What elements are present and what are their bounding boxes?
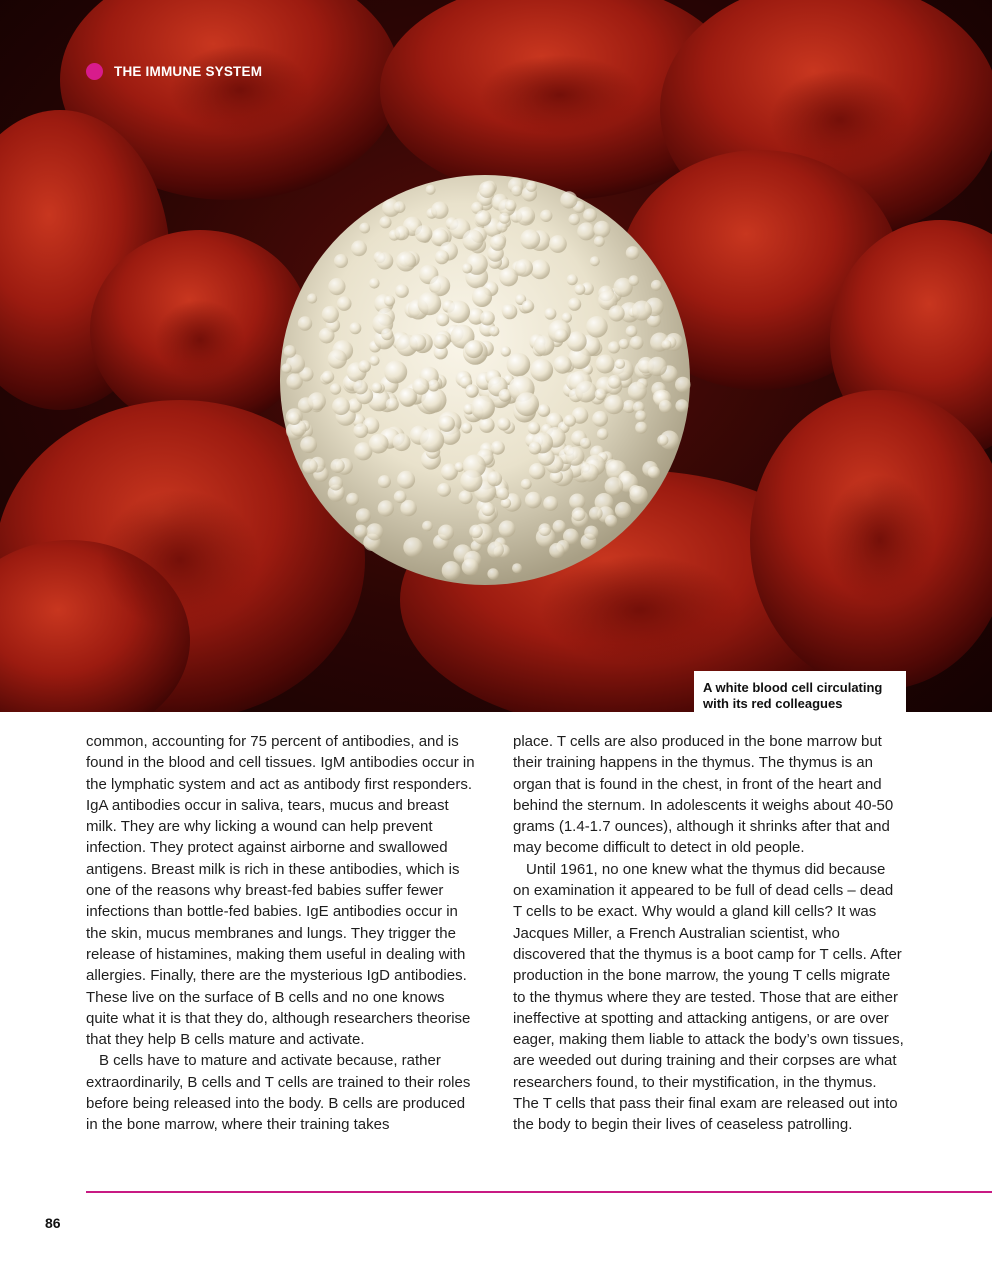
cell-surface-bead <box>505 200 516 211</box>
cell-surface-bead <box>608 341 620 353</box>
cell-surface-bead <box>526 181 537 192</box>
cell-surface-bead <box>322 306 339 323</box>
cell-surface-bead <box>460 470 482 492</box>
cell-surface-bead <box>328 278 345 295</box>
cell-surface-bead <box>300 436 317 453</box>
section-tag-label: THE IMMUNE SYSTEM <box>114 64 263 79</box>
cell-surface-bead <box>605 515 617 527</box>
cell-surface-bead <box>583 208 597 222</box>
cell-surface-bead <box>544 308 556 320</box>
cell-surface-bead <box>384 295 395 306</box>
cell-surface-bead <box>515 392 539 416</box>
cell-surface-bead <box>409 334 426 351</box>
cell-surface-bead <box>346 493 359 506</box>
cell-surface-bead <box>516 207 535 226</box>
cell-surface-bead <box>307 293 317 303</box>
cell-surface-bead <box>376 252 393 269</box>
cell-surface-bead <box>479 417 495 433</box>
cell-surface-bead <box>590 256 600 266</box>
paragraph: Until 1961, no one knew what the thymus did because on examination it appeared to be full of dead cells – dead T cells to be exact. Why would a gland kill cells? It was Jacques Miller, a French Australian scientist, who discovered that the thymus is a boot camp for T cells. After production in the bone marrow, the young T cells migrate to the thymus where they are tested. Those that are either ineffective at spotting and attacking antigens, or are over eager, making them liable to attack the body’s own tissues, are weeded out during training and their corpses are what researchers found, to their mystification, in the thymus. The T cells that pass their final exam are released out into the body to begin their lives of ceaseless patrolling. <box>513 860 904 1134</box>
cell-surface-bead <box>438 525 454 541</box>
cell-surface-bead <box>369 434 389 454</box>
cell-surface-bead <box>501 346 511 356</box>
cell-surface-bead <box>487 541 504 558</box>
cell-surface-bead <box>675 377 691 393</box>
cell-surface-bead <box>481 503 495 517</box>
cell-surface-bead <box>592 411 608 427</box>
cell-surface-bead <box>298 316 312 330</box>
cell-surface-bead <box>433 334 448 349</box>
cell-surface-bead <box>428 380 440 392</box>
cell-surface-bead <box>569 494 585 510</box>
cell-surface-bead <box>605 477 624 496</box>
cell-surface-bead <box>512 563 522 573</box>
cell-surface-bead <box>572 507 586 521</box>
cell-surface-bead <box>538 523 551 536</box>
cell-surface-bead <box>580 438 591 449</box>
cell-surface-bead <box>497 488 509 500</box>
cell-surface-bead <box>648 466 660 478</box>
cell-surface-bead <box>447 301 470 324</box>
cell-surface-bead <box>395 226 410 241</box>
cell-surface-bead <box>522 300 534 312</box>
cell-surface-bead <box>549 543 564 558</box>
cell-surface-bead <box>626 326 638 338</box>
cell-surface-bead <box>619 339 629 349</box>
cell-surface-bead <box>530 259 550 279</box>
cell-surface-bead <box>288 412 301 425</box>
cell-surface-bead <box>465 340 483 358</box>
cell-surface-bead <box>332 397 350 415</box>
cell-surface-bead <box>577 222 595 240</box>
cell-surface-bead <box>381 328 393 340</box>
cell-surface-bead <box>489 326 499 336</box>
cell-surface-bead <box>415 225 432 242</box>
cell-surface-bead <box>586 316 608 338</box>
cell-surface-bead <box>351 240 367 256</box>
cell-surface-bead <box>521 479 532 490</box>
cell-surface-bead <box>507 353 531 377</box>
page-number: 86 <box>45 1215 61 1231</box>
cell-surface-bead <box>626 246 640 260</box>
cell-surface-bead <box>426 185 436 195</box>
cell-surface-bead <box>353 380 367 394</box>
cell-surface-bead <box>575 381 597 403</box>
cell-surface-bead <box>565 447 584 466</box>
cell-surface-bead <box>499 268 518 287</box>
cell-surface-bead <box>604 395 624 415</box>
cell-surface-bead <box>609 305 625 321</box>
cell-surface-bead <box>330 383 341 394</box>
cell-surface-bead <box>540 210 552 222</box>
cell-surface-bead <box>529 463 545 479</box>
cell-surface-bead <box>608 375 622 389</box>
cell-surface-bead <box>302 459 317 474</box>
paragraph: place. T cells are also produced in the bone marrow but their training happens in the thymus. The thymus is an organ that is found in the chest, in front of the heart and behind the sternum. In adolescents it weighs about 40-50 grams (1.4-1.7 ounces), although it shrinks after that and may become difficult to detect in old people. <box>513 733 894 857</box>
cell-surface-bead <box>356 508 371 523</box>
cell-surface-bead <box>379 216 391 228</box>
cell-surface-bead <box>284 345 297 358</box>
cell-surface-bead <box>499 213 510 224</box>
article-column-left <box>86 731 478 1136</box>
cell-surface-bead <box>515 259 533 277</box>
cell-surface-bead <box>397 471 415 489</box>
cell-surface-bead <box>403 537 423 557</box>
cell-surface-bead <box>581 464 599 482</box>
cell-surface-bead <box>675 399 688 412</box>
section-tag <box>86 63 262 80</box>
cell-surface-bead <box>560 191 577 208</box>
cell-surface-bead <box>366 523 383 540</box>
cell-surface-bead <box>615 502 631 518</box>
cell-surface-bead <box>328 350 347 369</box>
cell-surface-bead <box>554 329 568 343</box>
cell-surface-bead <box>502 304 517 319</box>
cell-surface-bead <box>589 507 603 521</box>
cell-surface-bead <box>372 382 383 393</box>
cell-surface-bead <box>435 250 449 264</box>
cell-surface-bead <box>569 214 580 225</box>
cell-surface-bead <box>480 311 495 326</box>
cell-surface-bead <box>319 328 335 344</box>
cell-surface-bead <box>369 278 380 289</box>
cell-surface-bead <box>282 363 292 373</box>
cell-surface-bead <box>584 526 598 540</box>
cell-surface-bead <box>528 422 541 435</box>
cell-surface-bead <box>596 355 615 374</box>
cell-surface-bead <box>461 423 472 434</box>
cell-surface-bead <box>487 471 502 486</box>
cell-surface-bead <box>529 442 542 455</box>
cell-surface-bead <box>629 275 640 286</box>
cell-surface-bead <box>469 525 483 539</box>
paragraph: common, accounting for 75 percent of antibodies, and is found in the blood and cell tissues. IgM antibodies occur in the lymphatic system and act as antibody first responders. IgA antibodies occur in saliva, tears, mucus and breast milk. They are why licking a wound can help prevent infection. They protect against airborne and swallowed antigens. Breast milk is rich in these antibodies, which is one of the reasons why breast-fed babies suffer fewer infections than bottle-fed babies. IgE antibodies occur in the skin, mucus membranes and lungs. They trigger the release of histamines, making them useful in dealing with allergies. Finally, there are the mysterious IgD antibodies. These live on the surface of B cells and no one knows quite what it is that they do, although researchers theorise that they help B cells mature and activate. <box>86 733 475 1049</box>
cell-surface-bead <box>349 322 361 334</box>
cell-surface-bead <box>537 404 550 417</box>
cell-surface-bead <box>553 520 566 533</box>
cell-surface-bead <box>412 378 429 395</box>
cell-surface-bead <box>475 210 491 226</box>
cell-surface-bead <box>462 559 479 576</box>
cell-surface-bead <box>358 360 371 373</box>
cell-surface-bead <box>499 520 516 537</box>
cell-surface-bead <box>384 361 407 384</box>
cell-surface-bead <box>479 181 496 198</box>
cell-surface-bead <box>378 475 391 488</box>
footer-rule <box>86 1191 992 1193</box>
cell-surface-bead <box>615 359 625 369</box>
cell-surface-bead <box>564 415 576 427</box>
cell-surface-bead <box>442 561 461 580</box>
cell-surface-bead <box>549 235 567 253</box>
cell-surface-bead <box>439 416 455 432</box>
cell-surface-bead <box>472 287 492 307</box>
cell-surface-bead <box>487 568 498 579</box>
cell-surface-bead <box>490 235 506 251</box>
cell-surface-bead <box>459 490 473 504</box>
cell-surface-bead <box>635 422 647 434</box>
cell-surface-bead <box>543 496 558 511</box>
cell-surface-bead <box>329 476 343 490</box>
cell-surface-bead <box>422 521 433 532</box>
cell-surface-bead <box>378 500 394 516</box>
cell-surface-bead <box>308 392 326 410</box>
cell-surface-bead <box>393 433 411 451</box>
cell-surface-bead <box>597 428 608 439</box>
cell-surface-bead <box>491 441 505 455</box>
cell-surface-bead <box>657 435 668 446</box>
cell-surface-bead <box>331 459 345 473</box>
cell-surface-bead <box>334 254 348 268</box>
cell-surface-bead <box>395 284 409 298</box>
cell-surface-bead <box>431 202 448 219</box>
cell-surface-bead <box>418 292 442 316</box>
image-caption: A white blood cell circulating with its red colleagues <box>694 671 906 712</box>
cell-surface-bead <box>662 340 672 350</box>
cell-surface-bead <box>337 296 352 311</box>
cell-surface-bead <box>575 284 586 295</box>
cell-surface-bead <box>568 298 581 311</box>
cell-surface-bead <box>659 400 672 413</box>
cell-surface-bead <box>567 274 578 285</box>
cell-surface-bead <box>359 223 370 234</box>
cell-surface-bead <box>353 423 368 438</box>
cell-surface-bead <box>525 492 542 509</box>
cell-surface-bead <box>630 486 648 504</box>
cell-surface-bead <box>632 301 652 321</box>
section-bullet-icon <box>86 63 103 80</box>
cell-surface-bead <box>369 356 379 366</box>
cell-surface-bead <box>628 382 647 401</box>
cell-surface-bead <box>497 417 510 430</box>
cell-surface-bead <box>530 359 553 382</box>
cell-surface-bead <box>420 428 444 452</box>
cell-surface-bead <box>437 483 451 497</box>
cell-surface-bead <box>322 371 335 384</box>
cell-surface-bead <box>394 201 406 213</box>
cell-surface-bead <box>651 280 662 291</box>
cell-surface-bead <box>354 525 367 538</box>
cell-surface-bead <box>511 186 522 197</box>
cell-surface-bead <box>593 221 610 238</box>
cell-surface-bead <box>394 491 407 504</box>
paragraph: B cells have to mature and activate because, rather extraordinarily, B cells and T cells are trained to their roles before being released into the body. B cells are produced in the bone marrow, where their training takes <box>86 1052 471 1134</box>
cell-surface-bead <box>594 236 605 247</box>
cell-surface-bead <box>520 229 540 249</box>
cell-surface-bead <box>471 396 495 420</box>
cell-surface-bead <box>595 388 607 400</box>
cell-surface-bead <box>462 230 483 251</box>
cell-surface-bead <box>554 356 572 374</box>
cell-surface-bead <box>436 313 449 326</box>
cell-surface-bead <box>630 336 644 350</box>
cell-surface-bead <box>635 410 646 421</box>
cell-surface-bead <box>386 398 399 411</box>
cell-surface-bead <box>648 357 667 376</box>
cell-surface-bead <box>465 384 478 397</box>
article-column-right <box>513 731 905 1136</box>
cell-surface-bead <box>396 251 416 271</box>
cell-surface-bead <box>462 263 472 273</box>
